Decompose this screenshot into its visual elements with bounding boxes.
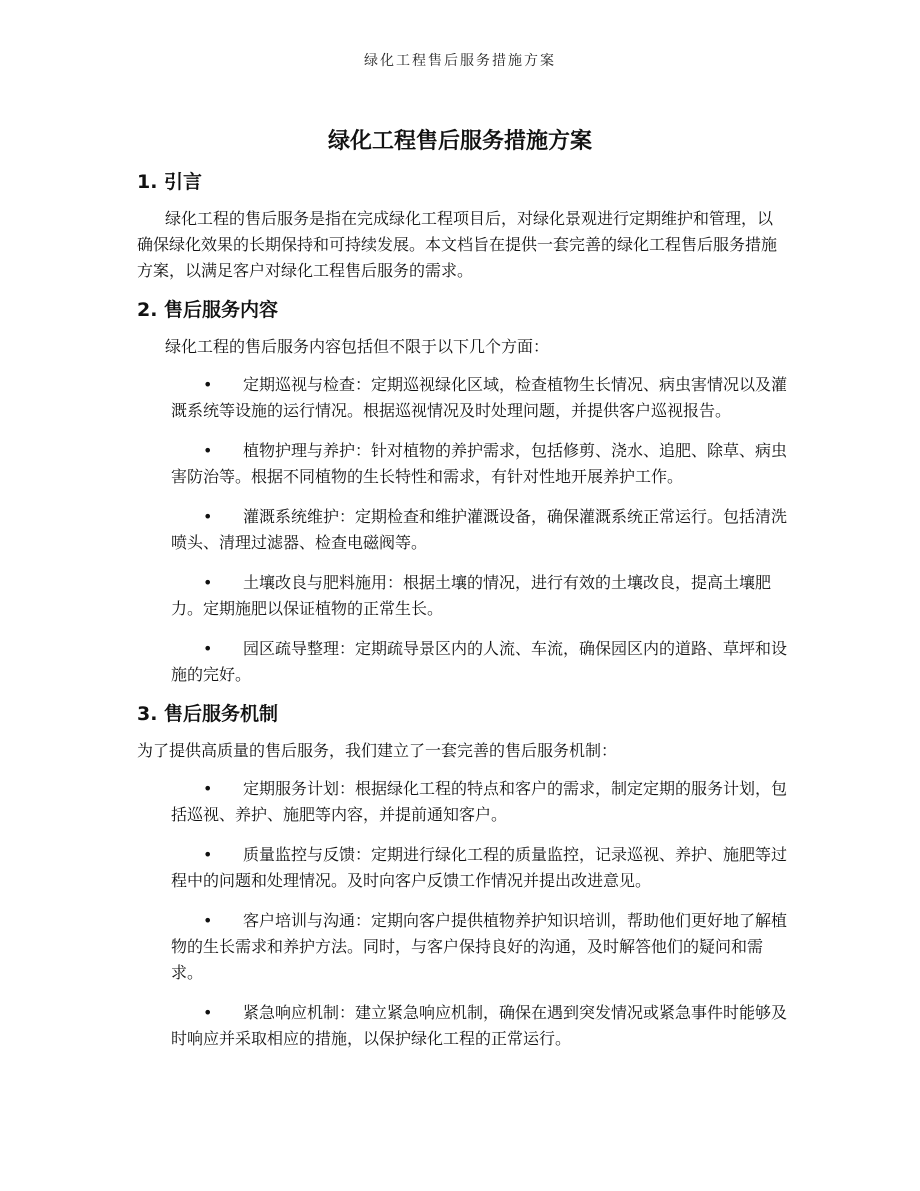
bullet-icon: • [203,845,213,864]
list-item-text: 客户培训与沟通：定期向客户提供植物养护知识培训，帮助他们更好地了解植物的生长需求和养护方法。同时，与客户保持良好的沟通，及时解答他们的疑问和需求。 [171,911,788,982]
list-item-text: 质量监控与反馈：定期进行绿化工程的质量监控，记录巡视、养护、施肥等过程中的问题和处理情况。及时向客户反馈工作情况并提出改进意见。 [171,845,788,890]
list-item-text: 定期巡视与检查：定期巡视绿化区域，检查植物生长情况、病虫害情况以及灌溉系统等设施的运行情况。根据巡视情况及时处理问题，并提供客户巡视报告。 [171,375,788,420]
service-content-intro: 绿化工程的售后服务内容包括但不限于以下几个方面： [165,337,550,356]
document-title: 绿化工程售后服务措施方案 [327,129,592,154]
list-item [137,372,787,424]
list-item [137,842,787,894]
list-item [137,776,787,828]
bullet-icon: • [203,375,213,394]
running-header: 绿化工程售后服务措施方案 [364,53,556,69]
bullet-icon: • [203,779,213,798]
list-item-text: 灌溉系统维护：定期检查和维护灌溉设备，确保灌溉系统正常运行。包括清洗喷头、清理过滤器、检查电磁阀等。 [171,507,788,552]
section-heading-introduction: 1. 引言 [137,171,203,193]
section-heading-service-content: 2. 售后服务内容 [137,299,279,321]
list-item [137,504,787,556]
bullet-icon: • [203,441,213,460]
bullet-icon: • [203,507,213,526]
list-item-text: 园区疏导整理：定期疏导景区内的人流、车流，确保园区内的道路、草坪和设施的完好。 [171,639,788,684]
list-item-text: 植物护理与养护：针对植物的养护需求，包括修剪、浇水、追肥、除草、病虫害防治等。根据不同植物的生长特性和需求，有针对性地开展养护工作。 [171,441,788,486]
list-item-text: 土壤改良与肥料施用：根据土壤的情况，进行有效的土壤改良，提高土壤肥力。定期施肥以保证植物的正常生长。 [171,573,772,618]
bullet-icon: • [203,639,213,658]
list-item [137,636,787,688]
section-heading-service-mechanism: 3. 售后服务机制 [137,703,279,725]
bullet-icon: • [203,573,213,592]
bullet-icon: • [203,1003,213,1022]
service-mechanism-intro: 为了提供高质量的售后服务，我们建立了一套完善的售后服务机制： [137,741,618,760]
list-item [137,438,787,490]
list-item-text: 定期服务计划：根据绿化工程的特点和客户的需求，制定定期的服务计划，包括巡视、养护、施肥等内容，并提前通知客户。 [171,779,788,824]
introduction-paragraph: 绿化工程的售后服务是指在完成绿化工程项目后，对绿化景观进行定期维护和管理，以确保绿化效果的长期保持和可持续发展。本文档旨在提供一套完善的绿化工程售后服务措施方案，以满足客户对绿化工程售后服务的需求。 [137,209,778,280]
list-item-text: 紧急响应机制：建立紧急响应机制，确保在遇到突发情况或紧急事件时能够及时响应并采取相应的措施，以保护绿化工程的正常运行。 [171,1003,788,1048]
list-item [137,570,787,622]
document-body [137,168,787,1052]
list-item [137,908,787,986]
list-item [137,1000,787,1052]
bullet-icon: • [203,911,213,930]
